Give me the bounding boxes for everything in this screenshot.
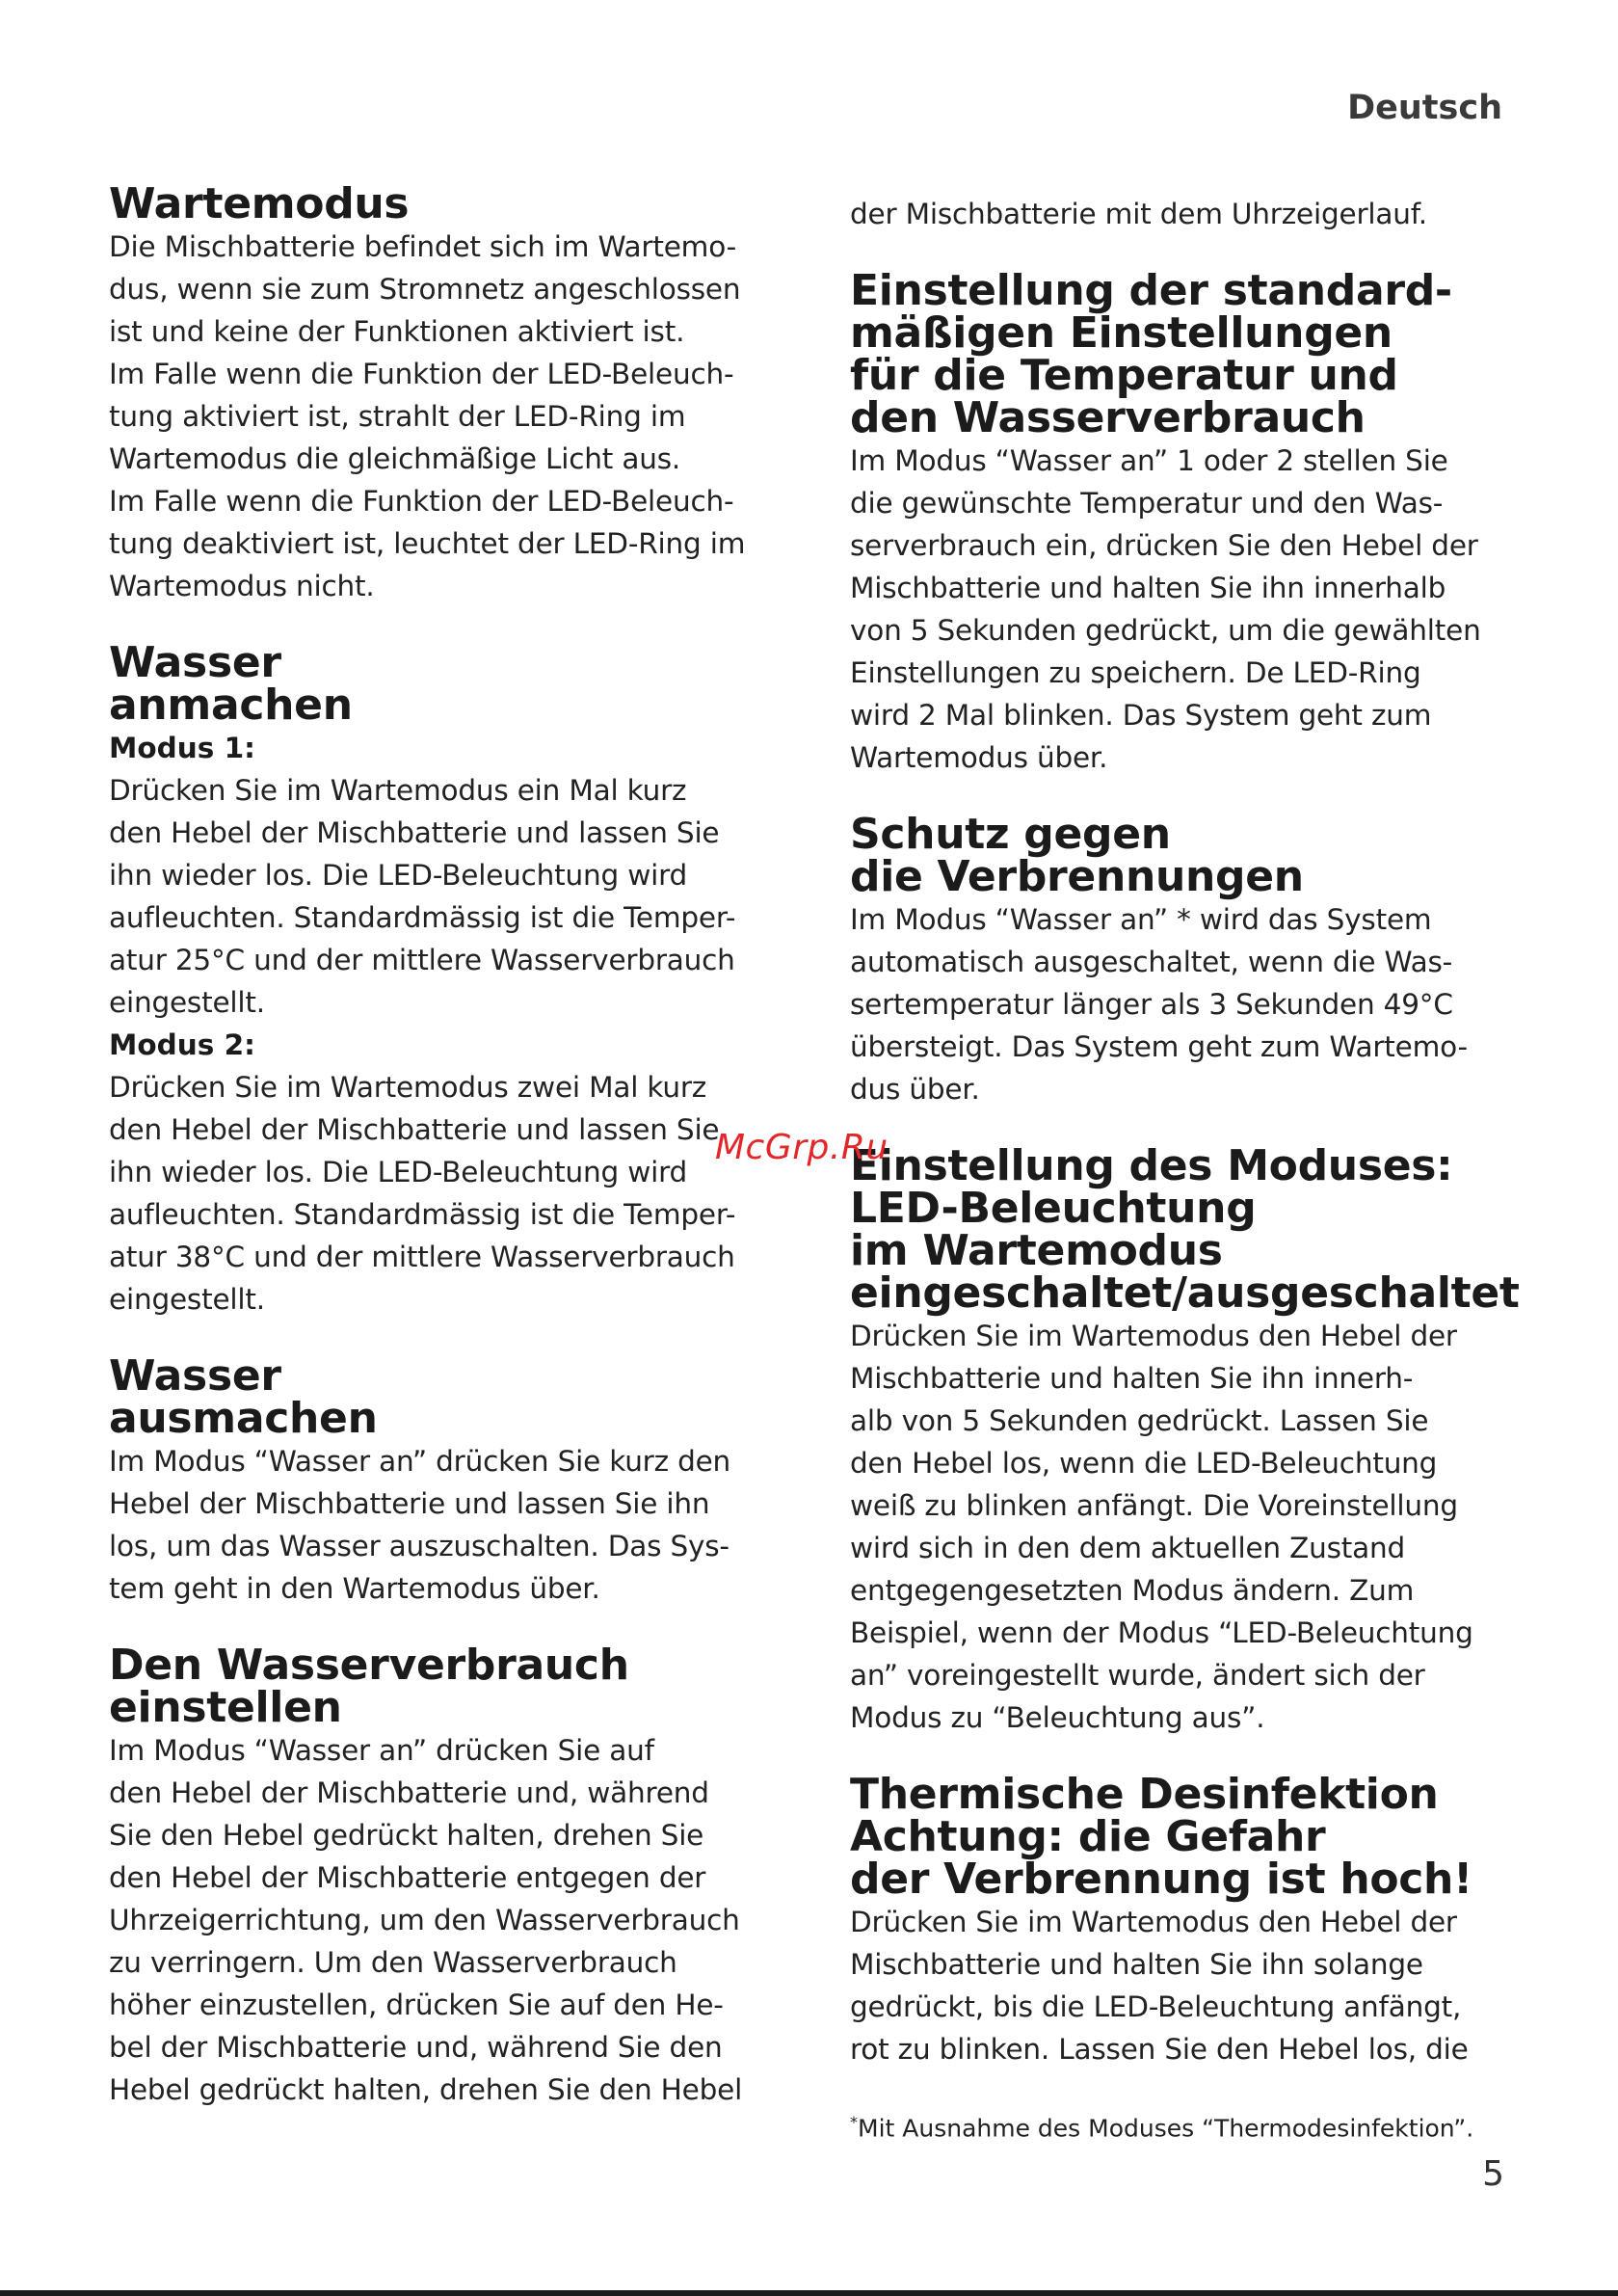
text-line: wird sich in den dem aktuellen Zustand bbox=[850, 1532, 1406, 1564]
heading-line: die Verbrennungen bbox=[850, 852, 1304, 901]
heading-led-modus bbox=[850, 1141, 1520, 1318]
text-line: Im Modus “Wasser an” 1 oder 2 stellen Sie bbox=[850, 444, 1448, 477]
text-line: Im Falle wenn die Funktion der LED-Beleuch- bbox=[109, 485, 734, 518]
text-line: höher einzustellen, drücken Sie auf den He- bbox=[109, 1989, 724, 2021]
text-line: Drücken Sie im Wartemodus den Hebel der bbox=[850, 1906, 1457, 1938]
section-wasser-ausmachen bbox=[109, 1351, 774, 1610]
page-number: 5 bbox=[1482, 2154, 1504, 2194]
heading-line: Wasser bbox=[109, 1351, 281, 1401]
heading-line: Achtung: die Gefahr bbox=[850, 1812, 1326, 1861]
text-line: entgegengesetzten Modus ändern. Zum bbox=[850, 1574, 1415, 1607]
heading-thermisch bbox=[850, 1770, 1515, 1904]
text-line: atur 38°C und der mittlere Wasserverbrauch bbox=[109, 1241, 735, 1273]
heading-line: Thermische Desinfektion bbox=[850, 1770, 1439, 1819]
text-line: dus, wenn sie zum Stromnetz angeschlossen bbox=[109, 273, 741, 306]
text-line: den Hebel der Mischbatterie und lassen Sie bbox=[109, 1113, 720, 1146]
text-line: Hebel der Mischbatterie und lassen Sie ihn bbox=[109, 1487, 710, 1520]
heading-wasserverbrauch bbox=[109, 1641, 774, 1732]
text-line: übersteigt. Das System geht zum Wartemo- bbox=[850, 1030, 1468, 1063]
text-line: Beispiel, wenn der Modus “LED-Beleuchtung bbox=[850, 1616, 1473, 1649]
heading-wasser-ausmachen bbox=[109, 1351, 774, 1443]
text-line: eingestellt. bbox=[109, 986, 265, 1019]
heading-line: anmachen bbox=[109, 681, 353, 730]
text-line: Wartemodus nicht. bbox=[109, 570, 375, 602]
text-line: Mischbatterie und halten Sie ihn innerhalb bbox=[850, 572, 1446, 604]
text-line: die gewünschte Temperatur und den Was- bbox=[850, 487, 1444, 520]
watermark: McGrp.Ru bbox=[715, 1128, 889, 1167]
text-line: an” voreingestellt wurde, ändert sich der bbox=[850, 1659, 1425, 1692]
text-line: aufleuchten. Standardmässig ist die Temper- bbox=[109, 901, 736, 934]
text-line: tung aktiviert ist, strahlt der LED-Ring im bbox=[109, 400, 686, 433]
heading-standard-einstellungen bbox=[850, 266, 1515, 442]
text-line: bel der Mischbatterie und, während Sie den bbox=[109, 2031, 723, 2064]
text-line: serverbrauch ein, drücken Sie den Hebel der bbox=[850, 529, 1478, 562]
text-line: Drücken Sie im Wartemodus ein Mal kurz bbox=[109, 774, 687, 807]
footnote-text: Mit Ausnahme des Moduses “Thermodesinfektion”. bbox=[858, 2114, 1474, 2143]
heading-line: mäßigen Einstellungen bbox=[850, 308, 1393, 358]
heading-wartemodus: Wartemodus bbox=[109, 179, 410, 228]
footnote-mark: * bbox=[850, 2113, 858, 2131]
heading-line: Wasser bbox=[109, 638, 281, 687]
heading-line: einstellen bbox=[109, 1683, 342, 1732]
modus-1-label: Modus 1: bbox=[109, 732, 255, 764]
text-line: dus über. bbox=[850, 1073, 980, 1106]
heading-line: Einstellung des Moduses: bbox=[850, 1141, 1453, 1190]
text-line: den Hebel der Mischbatterie und, während bbox=[109, 1776, 709, 1809]
heading-line: im Wartemodus bbox=[850, 1226, 1223, 1275]
text-line: Sie den Hebel gedrückt halten, drehen Sie bbox=[109, 1819, 704, 1852]
text-line: von 5 Sekunden gedrückt, um die gewählten bbox=[850, 614, 1481, 647]
text-line: Drücken Sie im Wartemodus zwei Mal kurz bbox=[109, 1071, 707, 1104]
text-line: Uhrzeigerrichtung, um den Wasserverbrauch bbox=[109, 1904, 740, 1936]
heading-line: eingeschaltet/ausgeschaltet bbox=[850, 1268, 1520, 1318]
text-line: wird 2 Mal blinken. Das System geht zum bbox=[850, 699, 1432, 732]
language-label: Deutsch bbox=[1347, 89, 1502, 127]
text-line: Mischbatterie und halten Sie ihn solange bbox=[850, 1948, 1423, 1981]
text-line: tem geht in den Wartemodus über. bbox=[109, 1572, 600, 1605]
section-wasser-anmachen bbox=[109, 638, 774, 1321]
footnote bbox=[850, 2105, 1473, 2146]
bottom-divider bbox=[0, 2290, 1618, 2296]
text-line: Modus zu “Beleuchtung aus”. bbox=[850, 1701, 1265, 1734]
section-thermisch bbox=[850, 1770, 1515, 2070]
text-line: Mischbatterie und halten Sie ihn innerh- bbox=[850, 1362, 1414, 1395]
text-line: ist und keine der Funktionen aktiviert ist. bbox=[109, 315, 685, 348]
text-line: den Hebel der Mischbatterie und lassen Sie bbox=[109, 816, 720, 849]
text-line: Im Modus “Wasser an” drücken Sie auf bbox=[109, 1734, 654, 1767]
text-line: Einstellungen zu speichern. De LED-Ring bbox=[850, 656, 1421, 689]
text-line: alb von 5 Sekunden gedrückt. Lassen Sie bbox=[850, 1404, 1429, 1437]
left-column bbox=[109, 179, 774, 2146]
text-line: Im Modus “Wasser an” drücken Sie kurz den bbox=[109, 1445, 731, 1478]
section-continuation bbox=[850, 193, 1515, 235]
text-line: rot zu blinken. Lassen Sie den Hebel los, die bbox=[850, 2033, 1469, 2066]
section-wartemodus bbox=[109, 179, 774, 607]
text-line: tung deaktiviert ist, leuchtet der LED-Ring im bbox=[109, 527, 746, 560]
text-line: ihn wieder los. Die LED-Beleuchtung wird bbox=[109, 859, 688, 892]
text-line: zu verringern. Um den Wasserverbrauch bbox=[109, 1946, 677, 1979]
text-line: Hebel gedrückt halten, drehen Sie den Hebel bbox=[109, 2073, 743, 2106]
modus-2-label: Modus 2: bbox=[109, 1028, 255, 1061]
heading-line: Schutz gegen bbox=[850, 810, 1171, 859]
text-line: den Hebel der Mischbatterie entgegen der bbox=[109, 1861, 706, 1894]
text-line: der Mischbatterie mit dem Uhrzeigerlauf. bbox=[850, 198, 1427, 230]
heading-line: Den Wasserverbrauch bbox=[109, 1641, 629, 1690]
heading-line: den Wasserverbrauch bbox=[850, 393, 1366, 442]
text-line: eingestellt. bbox=[109, 1283, 265, 1316]
heading-line: Einstellung der standard- bbox=[850, 266, 1452, 315]
text-line: Die Mischbatterie befindet sich im Wartemo- bbox=[109, 230, 737, 263]
section-schutz bbox=[850, 810, 1515, 1110]
text-line: los, um das Wasser auszuschalten. Das Sys- bbox=[109, 1530, 729, 1562]
section-standard-einstellungen bbox=[850, 266, 1515, 779]
heading-wasser-anmachen bbox=[109, 638, 774, 730]
text-line: atur 25°C und der mittlere Wasserverbrauch bbox=[109, 944, 735, 976]
text-line: Wartemodus über. bbox=[850, 741, 1108, 774]
heading-line: ausmachen bbox=[109, 1394, 378, 1443]
right-column bbox=[850, 193, 1520, 2105]
heading-line: der Verbrennung ist hoch! bbox=[850, 1855, 1472, 1904]
text-line: Im Modus “Wasser an” * wird das System bbox=[850, 903, 1432, 936]
text-line: Drücken Sie im Wartemodus den Hebel der bbox=[850, 1320, 1457, 1352]
heading-line: LED-Beleuchtung bbox=[850, 1184, 1257, 1233]
text-line: gedrückt, bis die LED-Beleuchtung anfängt, bbox=[850, 1990, 1462, 2023]
section-wasserverbrauch bbox=[109, 1641, 774, 2111]
heading-schutz bbox=[850, 810, 1515, 901]
text-line: aufleuchten. Standardmässig ist die Temper- bbox=[109, 1198, 736, 1231]
text-line: Wartemodus die gleichmäßige Licht aus. bbox=[109, 442, 681, 475]
text-line: den Hebel los, wenn die LED-Beleuchtung bbox=[850, 1447, 1438, 1480]
text-line: weiß zu blinken anfängt. Die Voreinstellung bbox=[850, 1489, 1458, 1522]
heading-line: für die Temperatur und bbox=[850, 351, 1398, 400]
text-line: ihn wieder los. Die LED-Beleuchtung wird bbox=[109, 1156, 688, 1188]
text-line: automatisch ausgeschaltet, wenn die Was- bbox=[850, 946, 1453, 978]
text-line: Im Falle wenn die Funktion der LED-Beleuch- bbox=[109, 358, 734, 390]
text-line: sertemperatur länger als 3 Sekunden 49°C bbox=[850, 988, 1453, 1021]
section-led-modus bbox=[850, 1141, 1520, 1739]
